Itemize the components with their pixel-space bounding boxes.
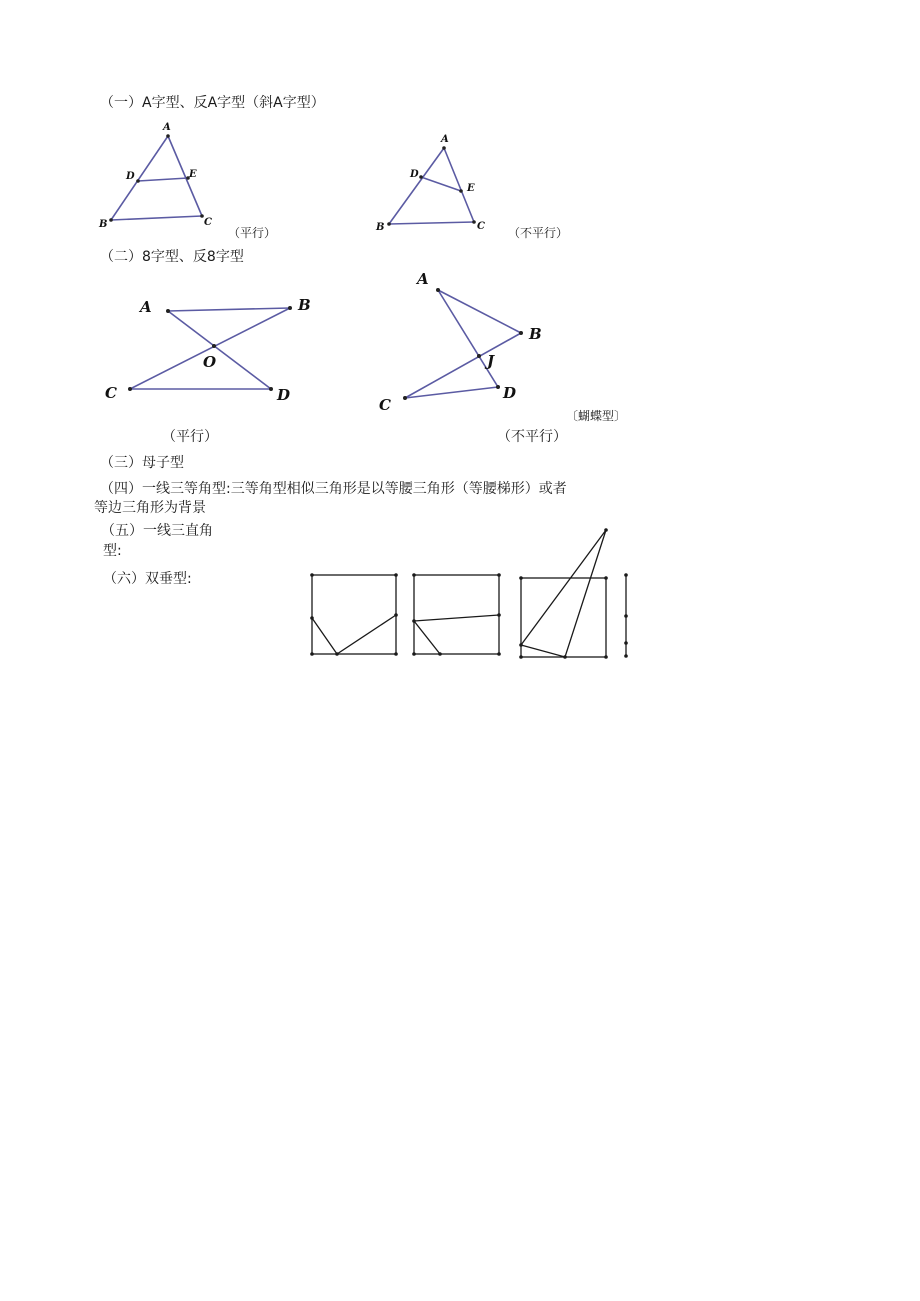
point-label-e: E: [189, 169, 197, 180]
section6-heading: （六）双垂型:: [103, 571, 192, 587]
seg-de: [138, 178, 188, 181]
point-label-d: D: [126, 171, 135, 182]
caption-nonparallel-1: （不平行）: [508, 226, 569, 240]
section3-heading: （三）母子型: [100, 455, 184, 471]
point-label-b: B: [99, 219, 108, 230]
point-label-c: C: [379, 396, 391, 414]
point-label-b: B: [376, 222, 385, 233]
seg-ac: [168, 136, 202, 216]
eight-shape-nonparallel-figure: [370, 265, 550, 415]
point-label-d: D: [410, 169, 419, 180]
seg-ab: [111, 136, 168, 220]
caption-parallel-1: （平行）: [228, 226, 277, 240]
section4-heading-line1: （四）一线三等角型:三等角型相似三角形是以等腰三角形（等腰梯形）或者: [100, 481, 567, 497]
caption-nonparallel-2: （不平行）: [497, 429, 567, 445]
a-shape-nonparallel-figure: [370, 125, 500, 240]
point-label-d: D: [277, 386, 291, 404]
point-label-a: A: [163, 122, 171, 133]
point-label-b: B: [298, 296, 311, 314]
point-label-j: J: [487, 352, 495, 370]
point-label-o: O: [203, 353, 217, 371]
section2-heading: （二）8字型、反8字型: [100, 249, 244, 265]
section5-heading-line1: （五）一线三直角: [101, 523, 213, 539]
point-label-a: A: [140, 298, 152, 316]
point-label-b: B: [529, 325, 542, 343]
section1-heading: （一）A字型、反A字型（斜A字型）: [100, 95, 325, 111]
section4-heading-line2: 等边三角形为背景: [94, 500, 206, 516]
point-label-a: A: [441, 134, 449, 145]
point-label-e: E: [467, 183, 475, 194]
a-shape-parallel-figure: [90, 115, 230, 235]
point-label-c: C: [105, 384, 117, 402]
eight-shape-parallel-figure: [100, 290, 310, 410]
section5-heading-line2: 型:: [103, 543, 122, 559]
square-figures: [300, 520, 640, 670]
point-label-c: C: [477, 221, 485, 232]
point-label-d: D: [503, 384, 517, 402]
butterfly-note: 〔蝴蝶型〕: [566, 409, 627, 423]
point-label-a: A: [417, 270, 429, 288]
caption-parallel-2: （平行）: [162, 429, 218, 445]
seg-bc: [111, 216, 202, 220]
point-label-c: C: [204, 217, 212, 228]
